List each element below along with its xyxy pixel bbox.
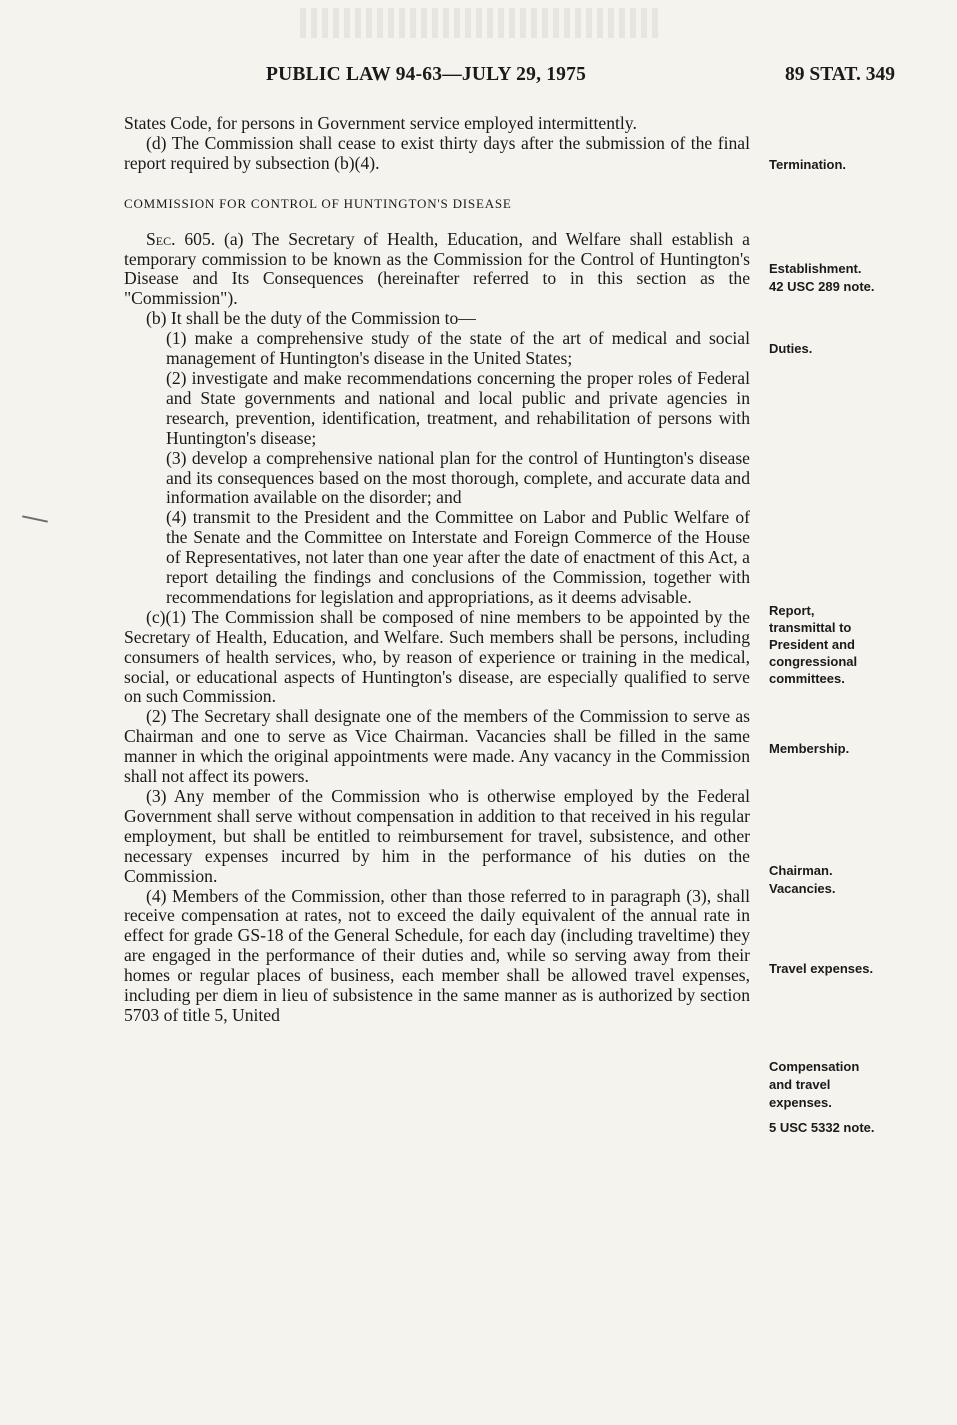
paragraph-chairman: (2) The Secretary shall designate one of the members of the Commission to serve as Chairman and one to serve as Vice Chairman. Vacancies shall be filled in the same manner in which the original appointments were made. Any vacancy in the Commission shall not affect its powers. — [124, 706, 750, 787]
paragraph-sec-605 — [124, 230, 750, 310]
margin-pencil-mark — [22, 515, 48, 522]
note-report-4: congressional — [769, 654, 858, 669]
section-heading: COMMISSION FOR CONTROL OF HUNTINGTON'S DISEASE — [124, 195, 512, 211]
note-compensation-2: and travel — [769, 1077, 831, 1092]
note-establishment: Establishment. — [769, 261, 862, 276]
note-compensation-3: expenses. — [769, 1095, 832, 1110]
body-text-column — [124, 114, 750, 1026]
note-report-3: President and — [769, 637, 855, 652]
paragraph-termination: (d) The Commission shall cease to exist thirty days after the submission of the final report required by subsection (b)(4). — [124, 132, 750, 173]
note-usc-289: 42 USC 289 note. — [769, 279, 875, 294]
note-termination: Termination. — [769, 157, 847, 172]
section-text: (a) The Secretary of Health, Education, and Welfare shall establish a temporary commission to be known as the Commission for the Control of Huntington's Disease and Its Consequences (hereinafter referred to in this section as the "Commission"). — [124, 228, 750, 309]
bleed-through-texture — [300, 8, 660, 38]
note-report-1: Report, — [769, 603, 815, 618]
note-report-2: transmittal to — [769, 620, 852, 635]
paragraph-duty-1: (1) make a comprehensive study of the state of the art of medical and social management of Huntington's disease in the United States; — [166, 328, 750, 369]
note-duties: Duties. — [769, 341, 813, 356]
paragraph-continuation: States Code, for persons in Government service employed intermittently. — [124, 113, 637, 133]
paragraph-membership: (c)(1) The Commission shall be composed of nine members to be appointed by the Secretary of Health, Education, and Welfare. Such members shall be persons, including consumers of health services, who, by reason of experience or training in the medical, social, or educational aspects of Huntington's disease, are especially qualified to serve on such Commission. — [124, 606, 750, 707]
page-header-title: PUBLIC LAW 94-63—JULY 29, 1975 — [266, 64, 587, 85]
paragraph-duty-3: (3) develop a comprehensive national plan for the control of Huntington's disease and its consequences based on the most thorough, complete, and accurate data and information available on the disorder; and — [166, 447, 750, 508]
paragraph-travel: (3) Any member of the Commission who is otherwise employed by the Federal Government shall serve without compensation in addition to that received in his regular employment, but shall be entitled to reimbursement for travel, subsistence, and other necessary expenses incurred by him in the performance of his duties on the Commission. — [124, 786, 750, 886]
paragraph-compensation: (4) Members of the Commission, other than those referred to in paragraph (3), shall receive compensation at rates, not to exceed the daily equivalent of the annual rate in effect for grade GS-18 of the General Schedule, for each day (including traveltime) they are engaged in the performance of their duties and, while so serving away from their homes or regular places of business, each member shall be allowed travel expenses, including per diem in lieu of subsistence in the same manner as is authorized by section 5703 of title 5, United — [124, 885, 750, 1025]
paragraph-duties: (b) It shall be the duty of the Commission to— — [146, 308, 476, 329]
note-chairman: Chairman. — [769, 863, 833, 878]
note-compensation-1: Compensation — [769, 1059, 860, 1074]
note-usc-5332: 5 USC 5332 note. — [769, 1120, 875, 1135]
section-number: Sec. 605. — [146, 228, 216, 249]
paragraph-duty-4: (4) transmit to the President and the Committee on Labor and Public Welfare of the Senate and the Committee on Interstate and Foreign Commerce of the House of Representatives, not later than one year after the date of enactment of this Act, a report detailing the findings and conclusions of the Commission, together with recommendations for legislation and appropriations, as it deems advisable. — [166, 507, 750, 607]
paragraph-duty-2: (2) investigate and make recommendations concerning the proper roles of Federal and State governments and national and local public and private agencies in research, prevention, identification, treatment, and rehabilitation of persons with Huntington's disease; — [166, 367, 750, 448]
note-report-5: committees. — [769, 671, 845, 686]
note-membership: Membership. — [769, 741, 850, 756]
note-vacancies: Vacancies. — [769, 881, 836, 896]
page-header-stat: 89 STAT. 349 — [785, 64, 895, 85]
note-travel-expenses: Travel expenses. — [769, 961, 874, 976]
